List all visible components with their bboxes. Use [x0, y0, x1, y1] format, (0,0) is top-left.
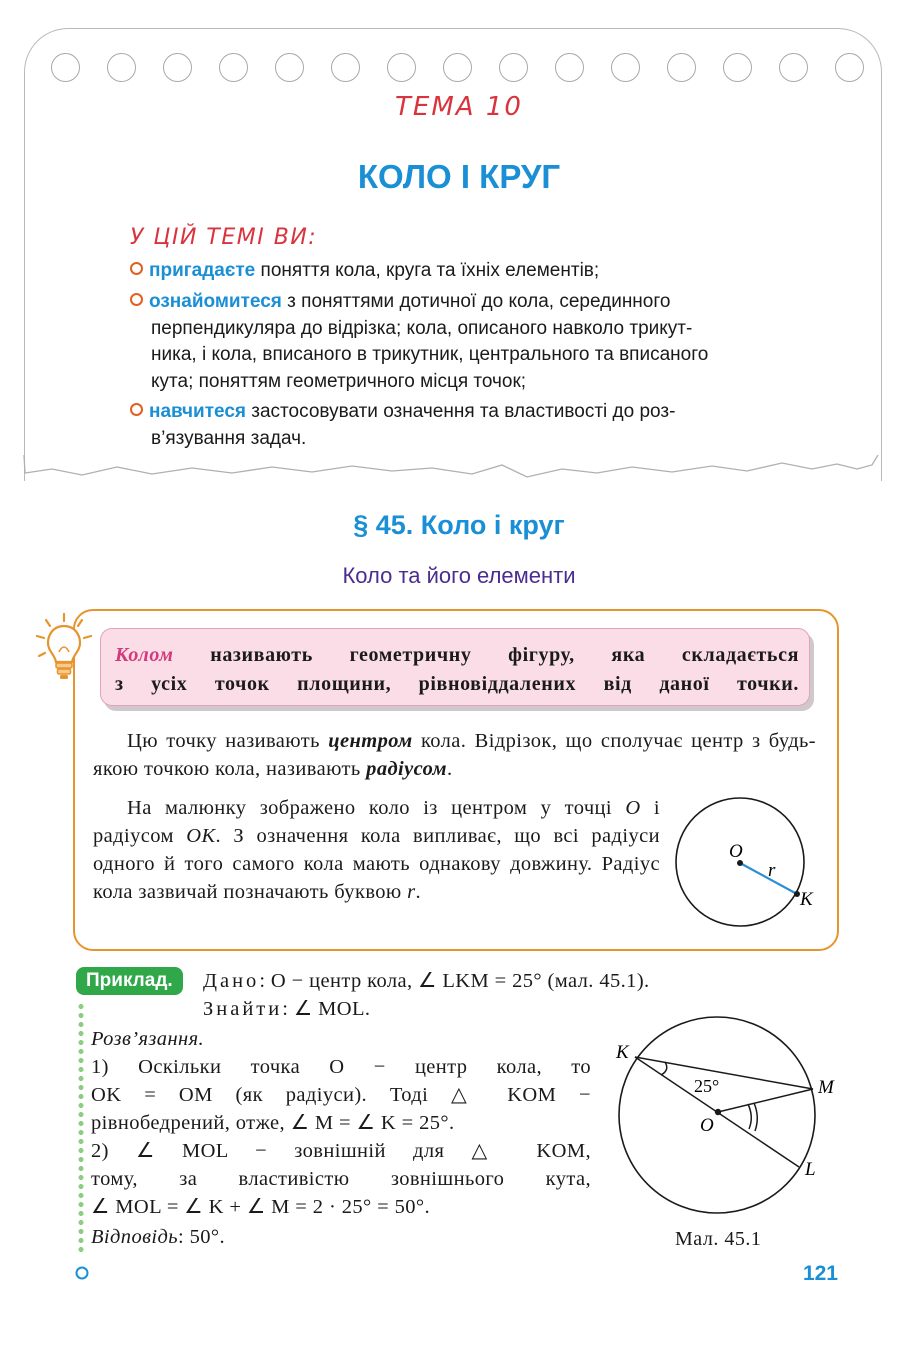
ring-icon — [723, 53, 752, 82]
label-o: O — [700, 1115, 714, 1136]
solution-label-text: Розв’язання. — [91, 1028, 205, 1050]
term-center: центром — [328, 730, 413, 752]
ring-icon — [667, 53, 696, 82]
ring-icon — [611, 53, 640, 82]
answer-text: : 50°. — [177, 1226, 226, 1248]
ring-icon — [107, 53, 136, 82]
section-title: § 45. Коло і круг — [353, 510, 565, 540]
dotted-margin-line — [78, 1002, 84, 1252]
ring-icon — [835, 53, 864, 82]
find-text: : ∠ MOL. — [282, 998, 371, 1020]
text-run: . З означення кола випливає, що всі радіуси одного й того самого кола мають однакову довжину. Радіус кола зазвичай позначають буквою — [93, 825, 660, 903]
inscribed-angle-figure — [606, 1005, 850, 1225]
goal-text: кута; поняттям геометричного місця точок; — [151, 370, 527, 392]
figure-paragraph — [93, 794, 660, 906]
given-line — [203, 967, 650, 995]
goal-text: з поняттями дотичної до кола, серединного — [281, 291, 671, 312]
answer-line — [91, 1223, 225, 1251]
angle-arc-o — [748, 1104, 751, 1129]
ring-icon — [163, 53, 192, 82]
definition-box — [100, 628, 810, 706]
figure-caption: Мал. 45.1 — [675, 1228, 762, 1250]
topic-label: ТЕМА 10 — [395, 92, 523, 122]
label-l: L — [805, 1159, 816, 1180]
goal-text: в’язування задач. — [151, 427, 307, 449]
ring-icon — [331, 53, 360, 82]
topic-intro: У ЦІЙ ТЕМІ ВИ: — [130, 225, 318, 250]
definition-term: Колом — [115, 644, 174, 666]
find-label: Знайти — [203, 998, 283, 1020]
page-number: 121 — [802, 1262, 838, 1285]
binder-rings — [51, 53, 864, 82]
example-badge: Приклад. — [76, 967, 183, 995]
solution-line: ∠ MOL = ∠ K + ∠ M = 2 · 25° = 50°. — [91, 1196, 431, 1218]
circle-figure — [670, 792, 820, 932]
term-radius: радіусом — [366, 758, 447, 780]
text-run: . — [415, 881, 422, 903]
solution-line: тому, за властивістю зовнішнього кута, — [91, 1168, 591, 1190]
goal-text: ника, і кола, вписаного в трикутник, центрального та вписаного — [151, 344, 709, 365]
solution-label — [91, 1025, 204, 1053]
ring-icon — [443, 53, 472, 82]
label-k: K — [800, 889, 813, 910]
angle-arc-k — [661, 1062, 667, 1075]
torn-edge — [22, 455, 882, 495]
topic-title: КОЛО І КРУГ — [357, 158, 561, 195]
ring-icon — [499, 53, 528, 82]
angle-arc-o-2 — [754, 1103, 757, 1131]
segment-label: OK — [186, 825, 216, 847]
ring-icon — [219, 53, 248, 82]
goal-item — [130, 258, 599, 285]
label-k: K — [616, 1042, 629, 1063]
goal-text: поняття кола, круга та їхніх елементів; — [255, 260, 600, 281]
ring-icon — [275, 53, 304, 82]
angle-label: 25° — [694, 1076, 720, 1096]
segment-om — [718, 1089, 813, 1112]
solution-line: 1) Оскільки точка O − центр кола, то — [91, 1056, 591, 1078]
text-run: На малюнку зображено коло із центром у точці — [127, 797, 626, 819]
goal-item — [130, 289, 708, 395]
goal-text: перпендикуляра до відрізка; кола, описаного навколо трикут- — [151, 317, 693, 339]
find-line — [203, 995, 370, 1023]
answer-label: Відповідь — [91, 1226, 178, 1248]
ring-icon — [387, 53, 416, 82]
variable-label: r — [407, 881, 416, 903]
solution-line: 2) ∠ MOL − зовнішній для △ KOM, — [91, 1140, 591, 1162]
solution-line: рівнобедрений, отже, ∠ M = ∠ K = 25°. — [91, 1112, 455, 1134]
definition-text — [115, 641, 799, 699]
ring-icon — [779, 53, 808, 82]
text-run: Цю точку називають — [127, 730, 329, 752]
given-text: : O − центр кола, ∠ LKM = 25° (мал. 45.1). — [259, 970, 650, 992]
text-run: . — [446, 758, 453, 780]
footer-rule — [74, 1265, 774, 1281]
lightbulb-icon — [34, 612, 94, 682]
bullet-icon — [130, 262, 143, 275]
label-o: O — [729, 841, 743, 862]
solution-line: OK = OM (як радіуси). Тоді △ KOM − — [91, 1084, 591, 1106]
subsection-title: Коло та його елементи — [342, 563, 576, 588]
text-run: і радіусом — [93, 797, 660, 847]
label-m: M — [818, 1077, 834, 1098]
bullet-icon — [130, 293, 143, 306]
goal-verb: навчитеся — [149, 401, 246, 422]
bullet-icon — [130, 403, 143, 416]
goal-verb: пригадаєте — [149, 260, 256, 281]
goal-verb: ознайомитеся — [149, 291, 282, 312]
label-r: r — [768, 860, 776, 881]
center-point — [715, 1109, 721, 1115]
goal-text: застосовувати означення та властивості до роз- — [246, 401, 676, 422]
goal-item — [130, 399, 675, 452]
definition-line: називають геометричну фігуру, яка складається — [173, 644, 799, 666]
ring-icon — [555, 53, 584, 82]
given-label: Дано — [203, 970, 260, 992]
ring-icon — [51, 53, 80, 82]
text-run: кола. Відрізок, що сполучає центр з будь-якою точкою кола, називають — [93, 730, 817, 780]
definition-line: з усіх точок площини, рівновіддалених від даної точки. — [115, 673, 799, 695]
segment-km — [635, 1057, 813, 1089]
point-label: O — [625, 797, 641, 819]
center-paragraph — [93, 727, 816, 783]
